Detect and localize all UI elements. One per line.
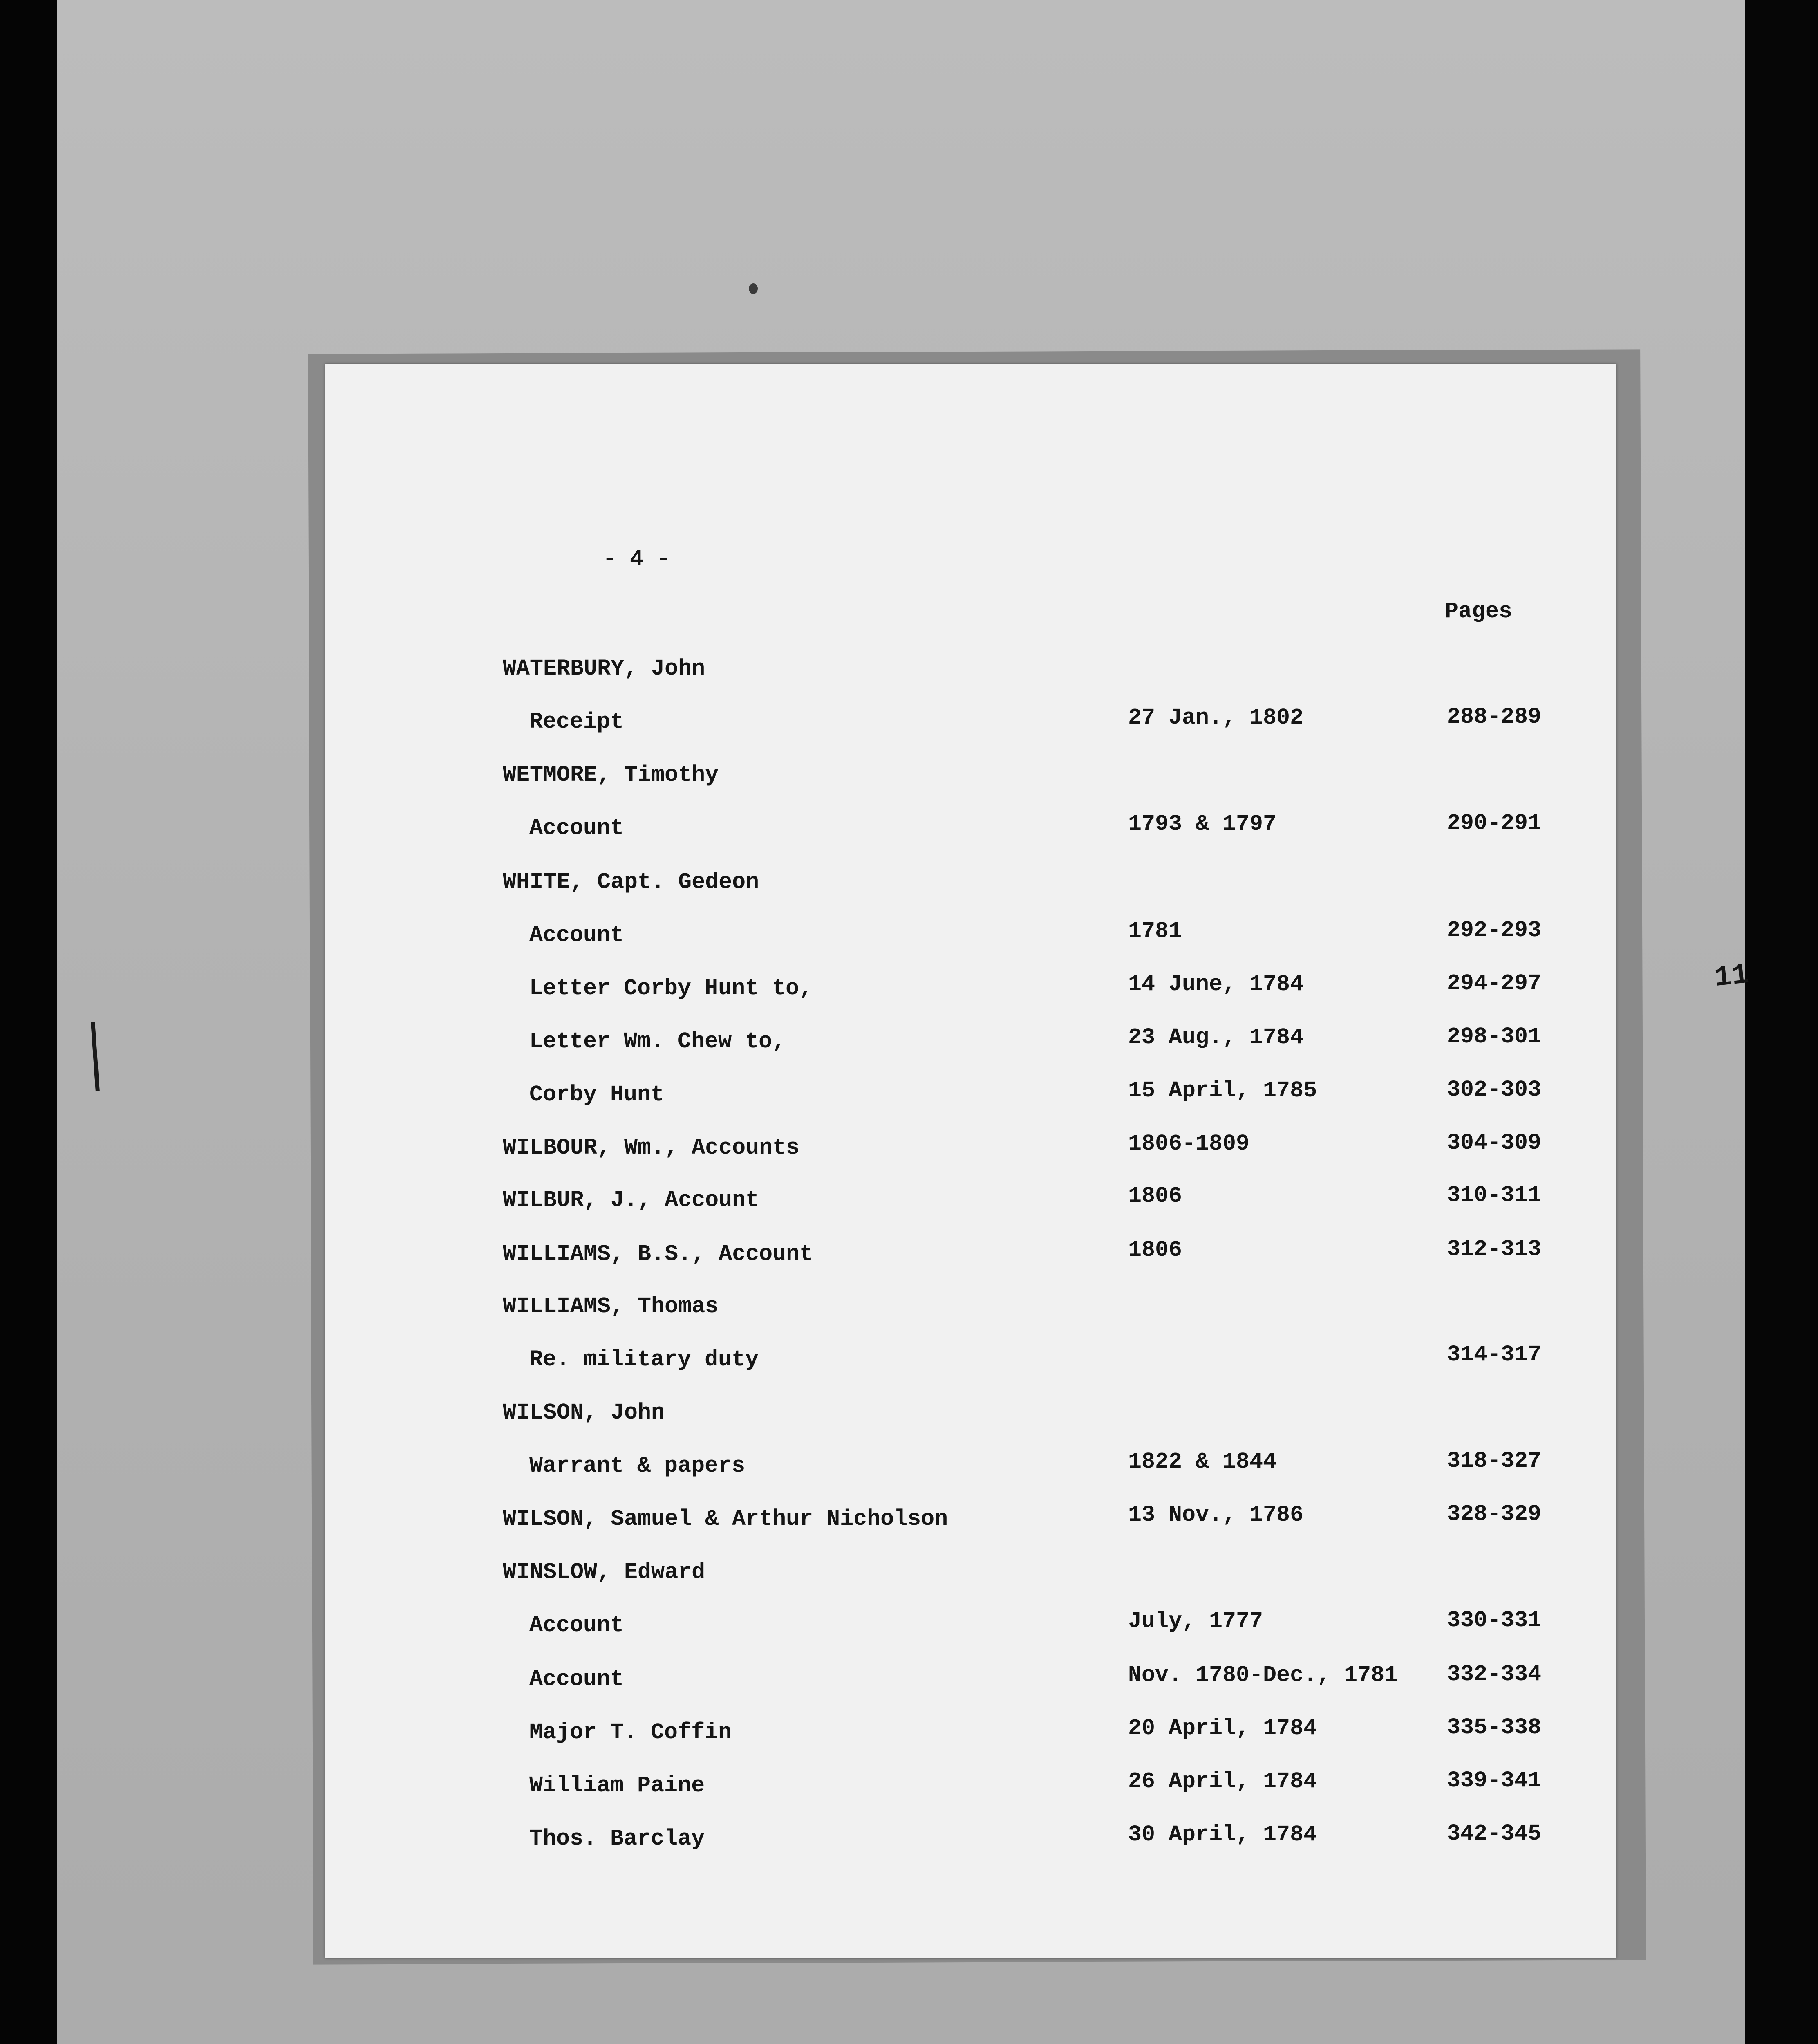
entry-pages: 312-313 — [1447, 1236, 1542, 1262]
entry-pages: 342-345 — [1447, 1821, 1542, 1847]
entry-date: 23 Aug., 1784 — [1128, 1024, 1304, 1050]
entry-label: WHITE, Capt. Gedeon — [503, 869, 759, 895]
entry-date: 20 April, 1784 — [1128, 1715, 1317, 1741]
index-entry — [0, 1295, 1818, 1324]
entry-label: WETMORE, Timothy — [503, 762, 719, 788]
entry-date: 14 June, 1784 — [1128, 971, 1304, 997]
pages-column-heading: Pages — [1445, 598, 1513, 624]
index-entry — [0, 1501, 1818, 1536]
entry-date: 1781 — [1128, 918, 1182, 944]
entry-pages: 318-327 — [1447, 1448, 1542, 1474]
entry-label: Letter Wm. Chew to, — [529, 1029, 786, 1054]
margin-mark: 11 — [1713, 959, 1751, 995]
entry-label: Corby Hunt — [529, 1082, 665, 1107]
index-entry — [0, 764, 1818, 792]
index-subentry — [0, 970, 1818, 1006]
entry-label: Receipt — [529, 709, 624, 735]
entry-date: 1793 & 1797 — [1128, 811, 1277, 837]
entry-date: 1822 & 1844 — [1128, 1449, 1277, 1475]
entry-pages: 335-338 — [1447, 1715, 1542, 1740]
entry-label: WILLIAMS, Thomas — [503, 1293, 719, 1319]
entry-pages: 288-289 — [1447, 704, 1542, 730]
entry-date: 1806-1809 — [1128, 1131, 1250, 1156]
entry-label: Warrant & papers — [529, 1453, 746, 1479]
entry-label: WILBOUR, Wm., Accounts — [503, 1135, 800, 1161]
entry-pages: 292-293 — [1447, 917, 1542, 943]
entry-label: Letter Corby Hunt to, — [529, 975, 813, 1001]
entry-label: WINSLOW, Edward — [503, 1559, 705, 1585]
entry-label: Account — [529, 1666, 624, 1692]
entry-date: 26 April, 1784 — [1128, 1768, 1317, 1794]
index-subentry — [0, 1342, 1818, 1377]
index-subentry — [0, 1077, 1818, 1112]
index-subentry — [0, 1821, 1818, 1856]
index-subentry — [0, 917, 1818, 953]
entry-pages: 302-303 — [1447, 1077, 1542, 1103]
entry-date: 15 April, 1785 — [1128, 1078, 1317, 1103]
index-subentry — [0, 1715, 1818, 1750]
index-entry — [0, 1561, 1818, 1589]
entry-pages: 310-311 — [1447, 1182, 1542, 1208]
index-subentry — [0, 810, 1818, 845]
index-entry — [0, 1130, 1818, 1165]
index-entry — [0, 871, 1818, 899]
index-entry — [0, 1182, 1818, 1217]
index-subentry — [0, 1448, 1818, 1483]
entry-pages: 298-301 — [1447, 1024, 1542, 1049]
entry-label: WILBUR, J., Account — [503, 1187, 759, 1213]
entry-label: WILSON, Samuel & Arthur Nicholson — [503, 1506, 948, 1532]
entry-label: Account — [529, 1612, 624, 1638]
entry-label: William Paine — [529, 1773, 705, 1798]
entry-label: WATERBURY, John — [503, 656, 705, 681]
entry-pages: 339-341 — [1447, 1768, 1542, 1793]
entry-date: 13 Nov., 1786 — [1128, 1502, 1304, 1528]
entry-label: Major T. Coffin — [529, 1719, 732, 1745]
entry-pages: 332-334 — [1447, 1661, 1542, 1687]
entry-label: Account — [529, 815, 624, 841]
entry-pages: 304-309 — [1447, 1130, 1542, 1156]
entry-pages: 294-297 — [1447, 970, 1542, 996]
entry-label: Thos. Barclay — [529, 1826, 705, 1851]
index-subentry — [0, 1661, 1818, 1697]
index-subentry — [0, 704, 1818, 739]
index-subentry — [0, 1024, 1818, 1059]
entry-date: 1806 — [1128, 1183, 1182, 1209]
entry-pages: 328-329 — [1447, 1501, 1542, 1527]
entry-pages: 314-317 — [1447, 1342, 1542, 1367]
entry-label: WILSON, John — [503, 1400, 665, 1425]
entry-date: July, 1777 — [1128, 1608, 1263, 1634]
entry-pages: 330-331 — [1447, 1607, 1542, 1633]
entry-pages: 290-291 — [1447, 810, 1542, 836]
index-subentry — [0, 1607, 1818, 1643]
index-entry — [0, 1401, 1818, 1430]
entry-date: 30 April, 1784 — [1128, 1822, 1317, 1847]
entry-label: Re. military duty — [529, 1347, 759, 1372]
entry-date: Nov. 1780-Dec., 1781 — [1128, 1662, 1398, 1688]
index-entry — [0, 1236, 1818, 1271]
index-subentry — [0, 1768, 1818, 1803]
index-entry — [0, 657, 1818, 686]
entry-label: WILLIAMS, B.S., Account — [503, 1241, 813, 1267]
page-number: - 4 - — [603, 546, 671, 572]
dust-speck — [749, 283, 758, 294]
entry-date: 1806 — [1128, 1237, 1182, 1263]
entry-label: Account — [529, 922, 624, 948]
entry-date: 27 Jan., 1802 — [1128, 705, 1304, 731]
